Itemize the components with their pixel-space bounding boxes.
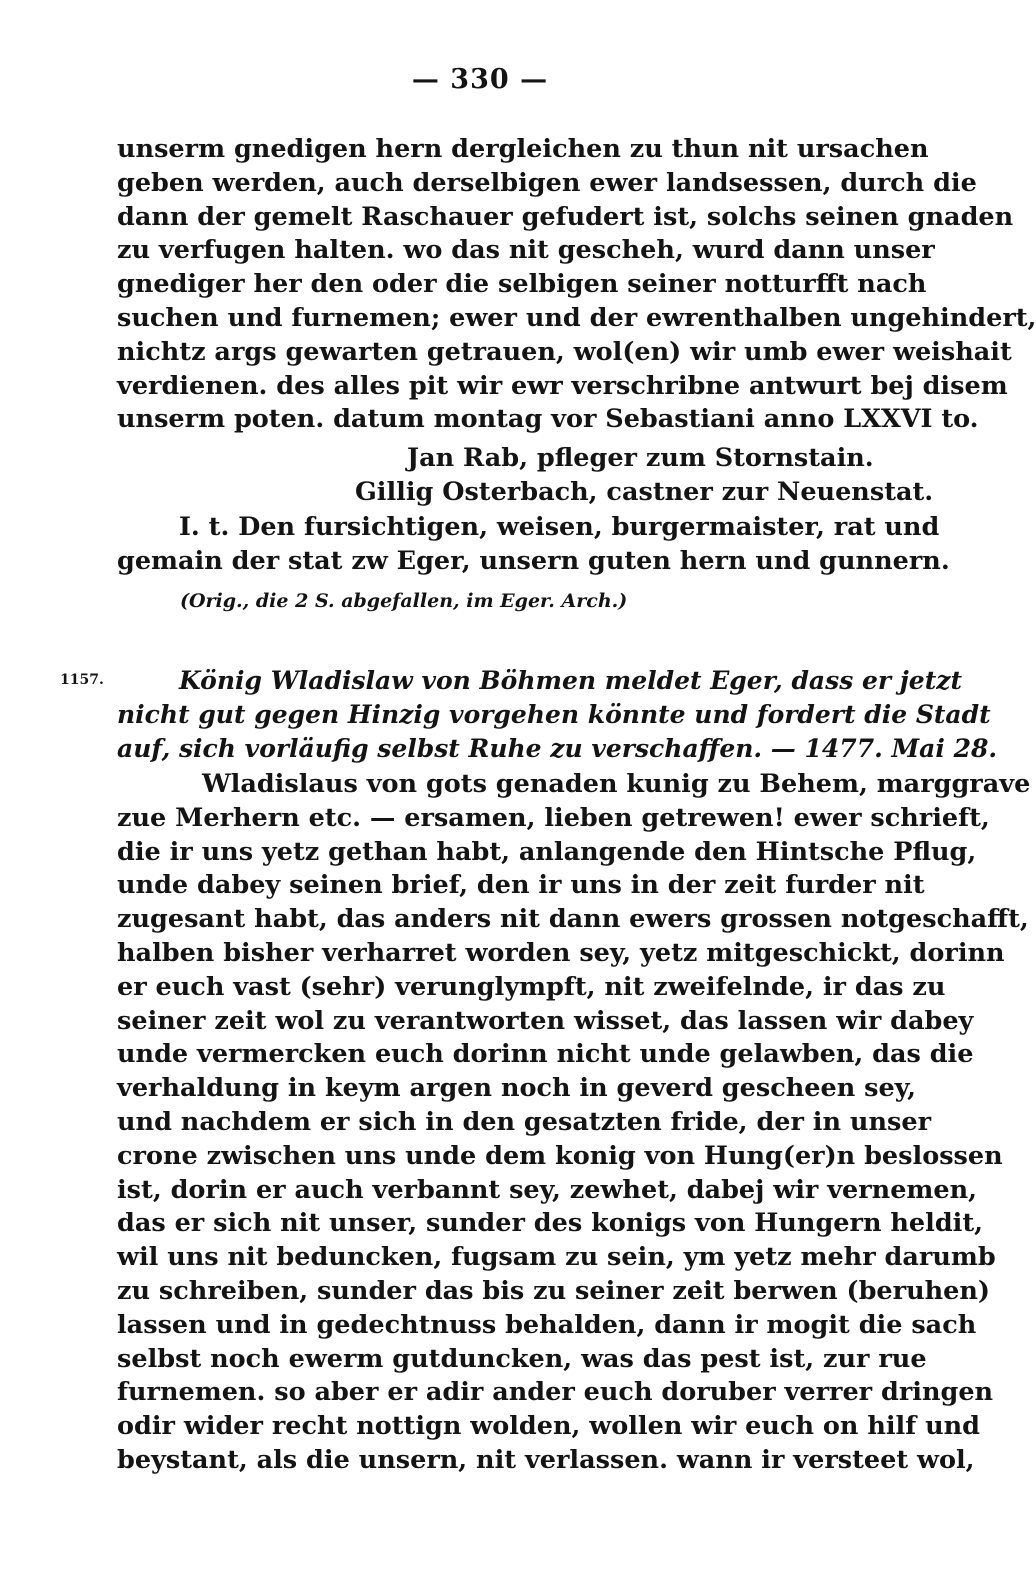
- body-line: unde dabey seinen brief, den ir uns in der zeit furder nit: [117, 870, 925, 901]
- body-line: lassen und in gedechtnuss behalden, dann ir mogit die sach: [117, 1309, 977, 1340]
- body-line: odir wider recht nottign wolden, wollen wir euch on hilf und: [117, 1411, 980, 1442]
- address: [117, 511, 950, 579]
- address-line: gemain der stat zw Eger, unsern guten hern und gunnern.: [117, 545, 950, 576]
- title-line: König Wladislaw von Böhmen meldet Eger, dass er jetzt: [179, 666, 963, 695]
- document-title: [117, 664, 998, 765]
- body-line: zu schreiben, sunder das bis zu seiner zeit berwen (beruhen): [117, 1275, 990, 1306]
- continuation-line: unserm gnedigen hern dergleichen zu thun nit ursachen: [117, 134, 929, 164]
- body-line: das er sich nit unser, sunder des konigs von Hungern heldit,: [117, 1208, 983, 1239]
- title-line: nicht gut gegen Hinzig vorgehen könnte und fordert die Stadt: [117, 699, 991, 729]
- source-note: [180, 586, 880, 616]
- signer-2: Gillig Osterbach, castner zur Neuenstat.: [355, 476, 934, 507]
- body-line: halben bisher verharret worden sey, yetz mitgeschickt, dorinn: [117, 937, 1005, 968]
- page-number: — 330 —: [411, 64, 549, 95]
- body-line: Wladislaus von gots genaden kunig zu Behem, marggrave: [202, 769, 1031, 799]
- address-line: I. t. Den fursichtigen, weisen, burgermaister, rat und: [179, 512, 940, 542]
- continuation-line: nichtz args gewarten getrauen, wol(en) wir umb ewer weishait: [117, 336, 1012, 367]
- body-line: und nachdem er sich in den gesatzten fride, der in unser: [117, 1106, 932, 1137]
- body-line: zue Merhern etc. — ersamen, lieben getrewen! ewer schrieft,: [117, 802, 990, 833]
- source-note-text: (Orig., die 2 S. abgefallen, im Eger. Arch.): [180, 590, 628, 612]
- continuation-line: dann der gemelt Raschauer gefudert ist, solchs seinen gnaden: [117, 201, 1014, 232]
- body-line: selbst noch ewerm gutduncken, was das pest ist, zur rue: [117, 1343, 927, 1374]
- body-line: zugesant habt, das anders nit dann ewers grossen notgeschafft,: [117, 904, 1029, 935]
- body-line: ist, dorin er auch verbannt sey, zewhet, dabej wir vernemen,: [117, 1174, 978, 1205]
- body-line: verhaldung in keym argen noch in geverd gescheen sey,: [117, 1073, 916, 1104]
- signatures: [117, 442, 934, 510]
- body-line: er euch vast (sehr) verunglympft, nit zweifelnde, ir das zu: [117, 971, 946, 1002]
- continuation-line: gnediger her den oder die selbigen seiner notturfft nach: [117, 269, 927, 300]
- continuation-line: suchen und furnemen; ewer und der ewrenthalben ungehindert,: [117, 302, 1036, 333]
- continuation-line: verdienen. des alles pit wir ewr verschribne antwurt bej disem: [117, 370, 1008, 401]
- body-line: seiner zeit wol zu verantworten wisset, das lassen wir dabey: [117, 1005, 974, 1036]
- body-line: beystant, als die unsern, nit verlassen. wann ir versteet wol,: [117, 1444, 975, 1475]
- body-line: wil uns nit beduncken, fugsam zu sein, ym yetz mehr darumb: [117, 1242, 996, 1273]
- continuation-line: geben werden, auch derselbigen ewer landsessen, durch die: [117, 167, 977, 198]
- continuation-line: unserm poten. datum montag vor Sebastiani anno LXXVI to.: [117, 404, 979, 435]
- signer-1: Jan Rab, pfleger zum Stornstain.: [407, 443, 874, 473]
- letter-continuation: [117, 133, 1036, 437]
- document-body: [117, 768, 1031, 1478]
- continuation-line: zu verfugen halten. wo das nit gescheh, wurd dann unser: [117, 235, 935, 266]
- body-line: unde vermercken euch dorinn nicht unde gelawben, das die: [117, 1039, 974, 1070]
- body-line: crone zwischen uns unde dem konig von Hung(er)n beslossen: [117, 1140, 1003, 1171]
- document-number: 1157.: [60, 672, 104, 688]
- title-line: auf, sich vorläufig selbst Ruhe zu verschaffen. — 1477. Mai 28.: [117, 733, 998, 763]
- body-line: die ir uns yetz gethan habt, anlangende den Hintsche Pflug,: [117, 836, 977, 867]
- body-line: furnemen. so aber er adir ander euch doruber verrer dringen: [117, 1377, 994, 1408]
